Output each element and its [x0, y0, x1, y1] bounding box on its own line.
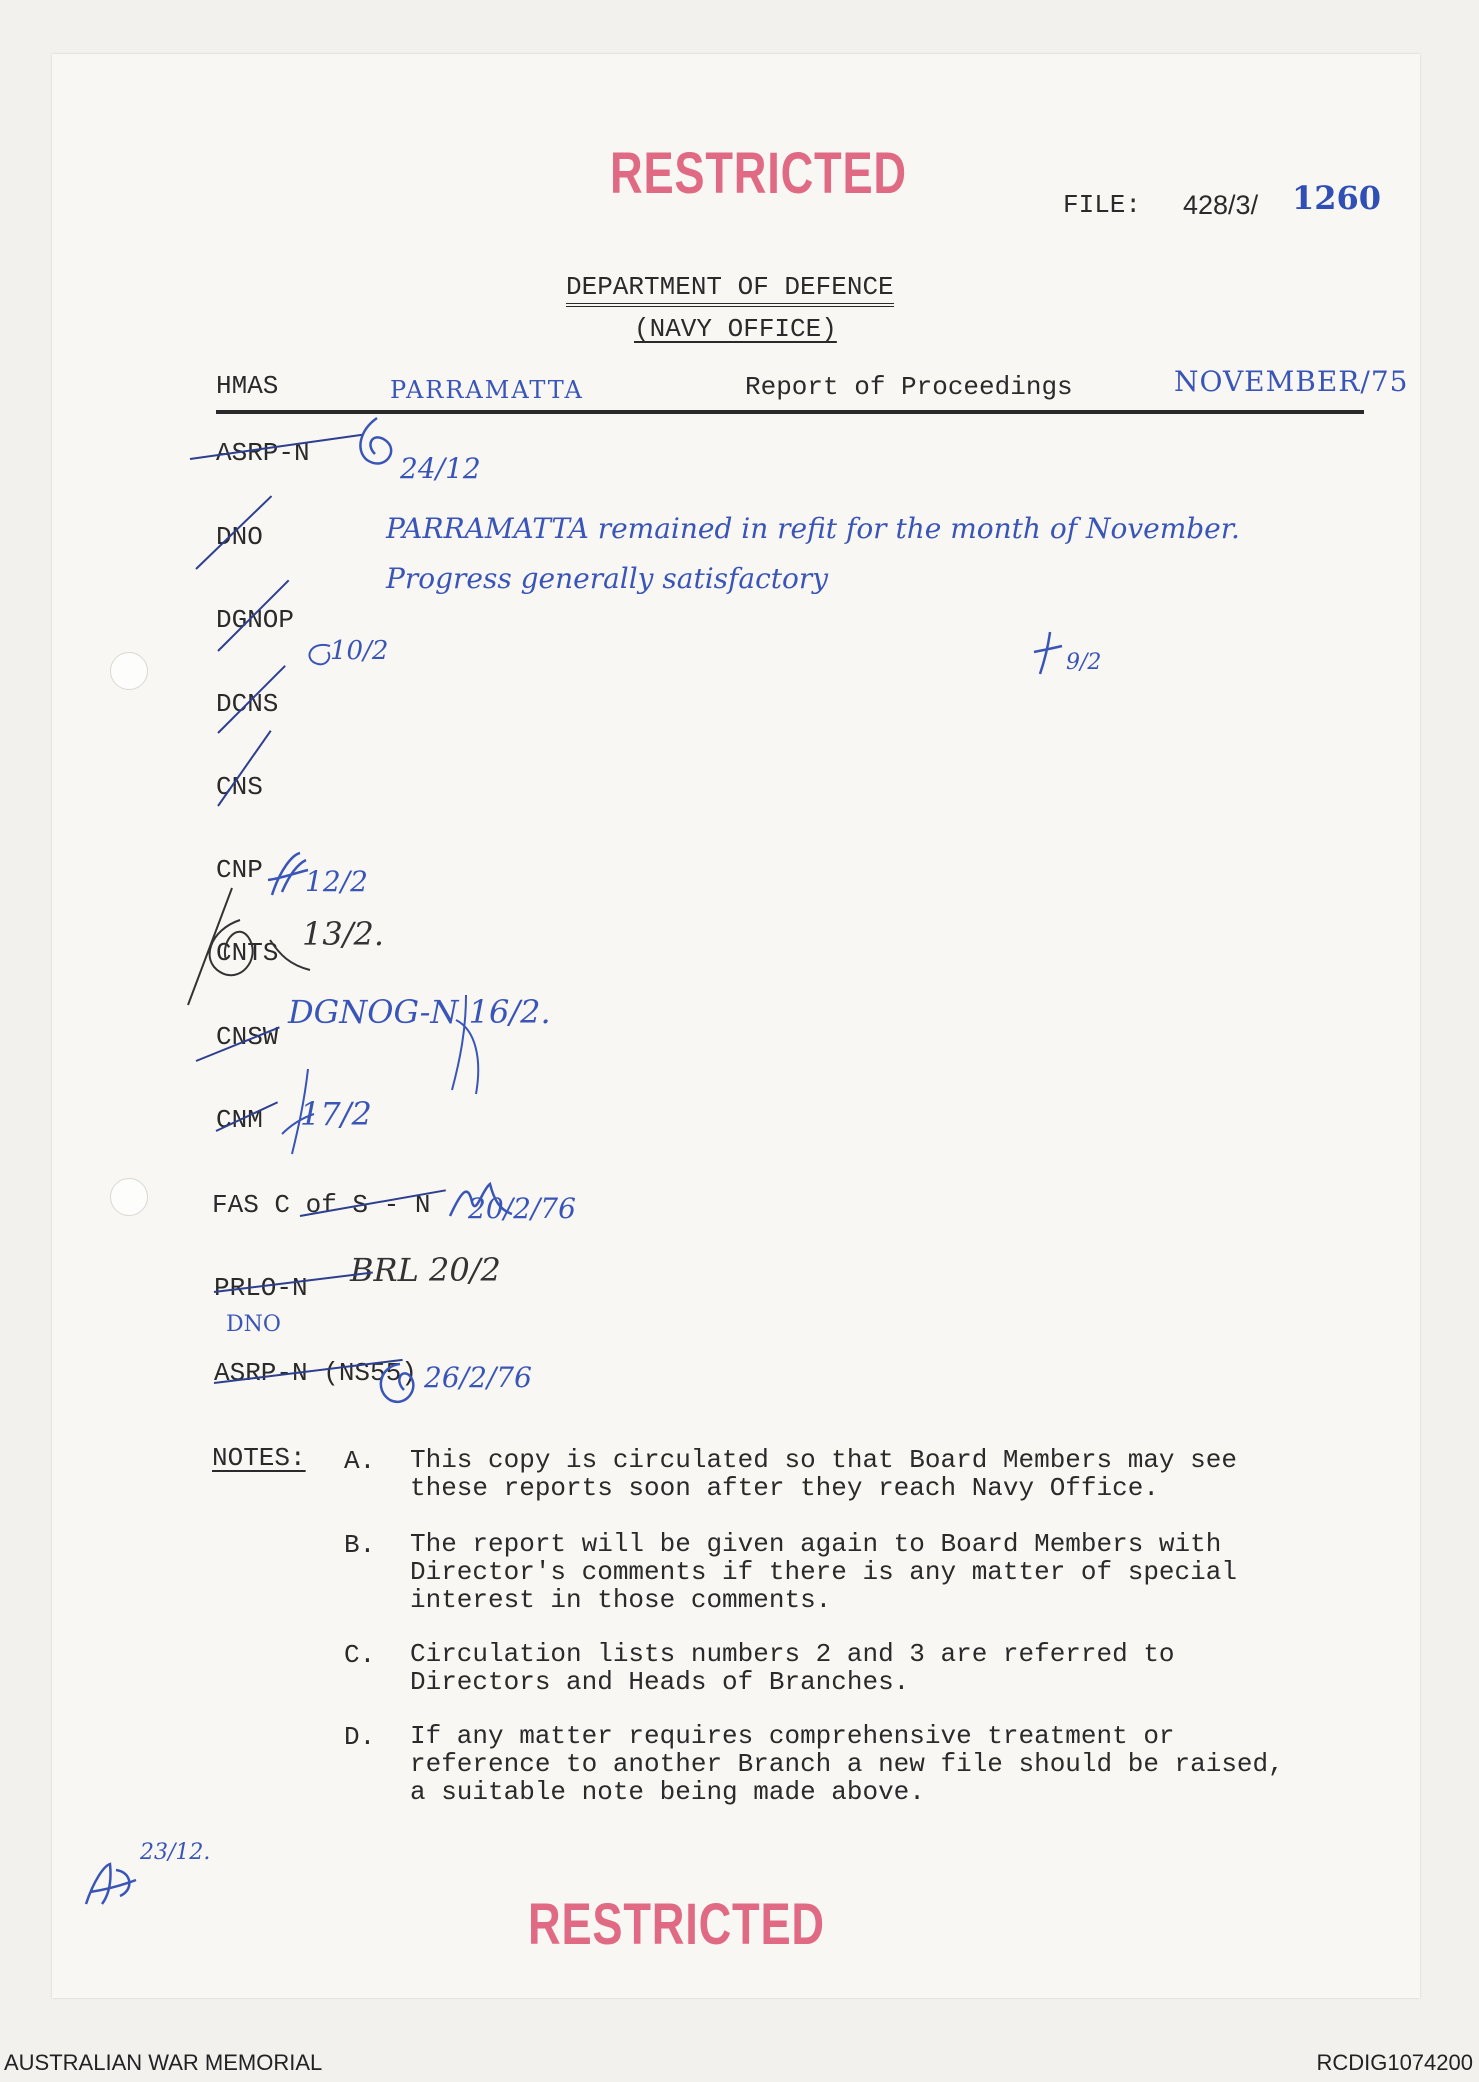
signature-initials	[1028, 628, 1068, 678]
notes-heading	[212, 1445, 306, 1471]
circ-label: CNP	[216, 855, 263, 885]
note-text: This copy is circulated so that Board Members may see these reports soon after they reach Navy Office.	[410, 1445, 1237, 1503]
circ-annotation: DGNOG-N 16/2.	[288, 993, 551, 1031]
ship-prefix: HMAS	[216, 371, 279, 401]
note-text: Circulation lists numbers 2 and 3 are referred to Directors and Heads of Branches.	[410, 1639, 1175, 1697]
report-period: NOVEMBER/75	[1174, 365, 1409, 398]
notes-heading-text: NOTES:	[212, 1443, 306, 1473]
bottom-annotation: 23/12.	[140, 1840, 211, 1865]
signature-initials	[370, 1360, 430, 1410]
restricted-stamp-top: RESTRICTED	[610, 141, 907, 206]
note-letter: C.	[344, 1640, 376, 1670]
circ-annotation: BRL 20/2	[350, 1251, 501, 1289]
handwritten-remark-line2: Progress generally satisfactory	[386, 562, 829, 595]
signature-initials	[355, 410, 415, 480]
note-text: The report will be given again to Board Members with Director's comments if there is any matter of special interest in those comments.	[410, 1529, 1237, 1615]
signature-initials	[300, 640, 340, 670]
circ-label: PRLO-N	[214, 1273, 308, 1303]
note-letter: D.	[344, 1722, 376, 1752]
punch-hole-bottom	[110, 1178, 148, 1216]
note-letter: A.	[344, 1446, 376, 1476]
circ-label: ASRP-N	[216, 438, 310, 468]
circ-annotation: 26/2/76	[424, 1361, 532, 1394]
inserted-label: DNO	[226, 1312, 281, 1337]
circ-annotation: 17/2	[300, 1095, 372, 1133]
circ-label: ASRP-N (NS55)	[214, 1358, 417, 1388]
ship-name: PARRAMATTA	[390, 376, 584, 404]
navy-office-title	[634, 316, 837, 342]
department-title	[566, 274, 894, 300]
signature-initials	[278, 1064, 318, 1154]
file-number-handwritten: 1260	[1292, 179, 1382, 217]
signature-initials	[446, 1180, 516, 1220]
restricted-stamp-bottom: RESTRICTED	[528, 1892, 825, 1957]
file-number: 428/3/	[1183, 190, 1259, 220]
signature-initials	[80, 1860, 140, 1910]
circ-annotation: 10/2	[330, 636, 389, 666]
circ-annotation: 13/2.	[302, 915, 385, 953]
circ-label: CNTS	[216, 938, 279, 968]
circ-label: FAS C of S - N	[212, 1190, 431, 1220]
file-label: FILE:	[1063, 190, 1142, 220]
note-text: If any matter requires comprehensive treatment or reference to another Branch a new file should be raised, a suitable note being made above.	[410, 1721, 1284, 1807]
department-title-text: DEPARTMENT OF DEFENCE	[566, 272, 894, 307]
footer-institution: AUSTRALIAN WAR MEMORIAL	[4, 2050, 323, 2075]
circ-label: CNSW	[216, 1022, 279, 1052]
circ-label: CNS	[216, 772, 263, 802]
circ-annotation: 20/2/76	[468, 1192, 576, 1225]
footer-record-id: RCDIG1074200	[1316, 2050, 1473, 2075]
signature-initials	[436, 990, 496, 1100]
note-letter: B.	[344, 1530, 376, 1560]
report-title: Report of Proceedings	[745, 372, 1073, 402]
handwritten-remark-initials: 9/2	[1066, 650, 1102, 675]
navy-office-text: (NAVY OFFICE)	[634, 314, 837, 344]
circ-label: CNM	[216, 1105, 263, 1135]
signature-initials	[180, 880, 320, 1010]
circ-label: DCNS	[216, 689, 279, 719]
circ-label: DNO	[216, 522, 263, 552]
circ-annotation: 12/2	[305, 865, 368, 898]
circ-label: DGNOP	[216, 605, 295, 635]
circ-annotation: 24/12	[400, 452, 481, 485]
punch-hole-top	[110, 652, 148, 690]
handwritten-remark-line1: PARRAMATTA remained in refit for the month of November.	[386, 512, 1240, 545]
